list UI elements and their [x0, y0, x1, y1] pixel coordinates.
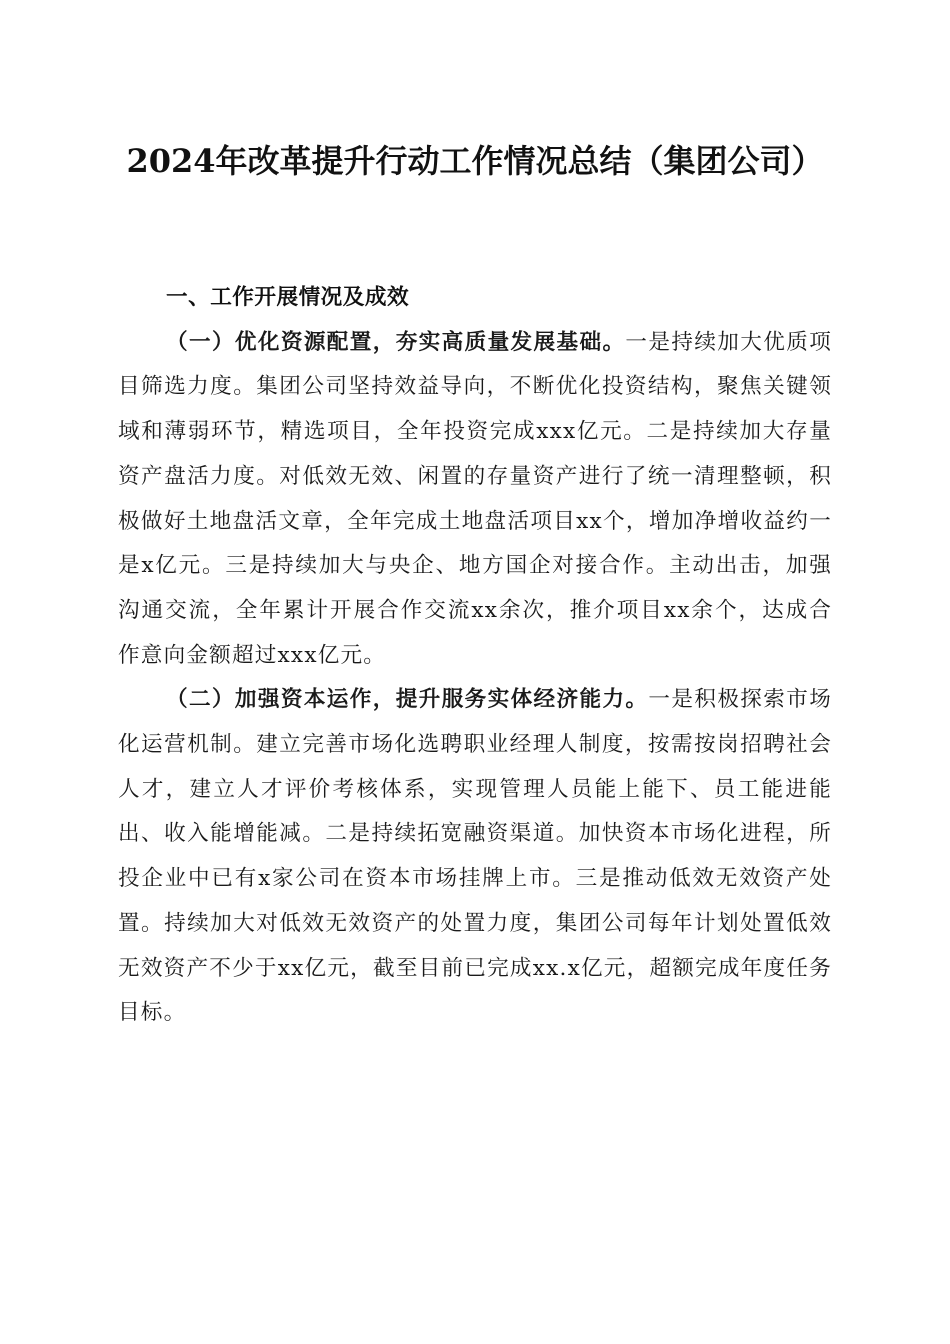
document-body	[118, 276, 832, 1036]
document-title: 2024年改革提升行动工作情况总结（集团公司）	[126, 142, 824, 180]
section-heading: 一、工作开展情况及成效	[166, 285, 410, 310]
paragraph-2-lead: （二）加强资本运作，提升服务实体经济能力。	[166, 687, 649, 713]
paragraph-1-text: 一是持续加大优质项目筛选力度。集团公司坚持效益导向，不断优化投资结构，聚焦关键领域和薄弱环节，精选项目，全年投资完成xxx亿元。二是持续加大存量资产盘活力度。对低效无效、闲置的存量资产进行了统一清理整顿，积极做好土地盘活文章，全年完成土地盘活项目xx个，增加净增收益约一是x亿元。三是持续加大与央企、地方国企对接合作。主动出击，加强沟通交流，全年累计开展合作交流xx余次，推介项目xx余个，达成合作意向金额超过xxx亿元。	[118, 329, 832, 668]
paragraph-2	[118, 678, 832, 1036]
paragraph-1	[118, 321, 832, 679]
paragraph-2-text: 一是积极探索市场化运营机制。建立完善市场化选聘职业经理人制度，按需按岗招聘社会人才，建立人才评价考核体系，实现管理人员能上能下、员工能进能出、收入能增能减。二是持续拓宽融资渠道。加快资本市场化进程，所投企业中已有x家公司在资本市场挂牌上市。三是推动低效无效资产处置。持续加大对低效无效资产的处置力度，集团公司每年计划处置低效无效资产不少于xx亿元，截至目前已完成xx.x亿元，超额完成年度任务目标。	[118, 687, 832, 1026]
paragraph-1-lead: （一）优化资源配置，夯实高质量发展基础。	[166, 329, 626, 355]
